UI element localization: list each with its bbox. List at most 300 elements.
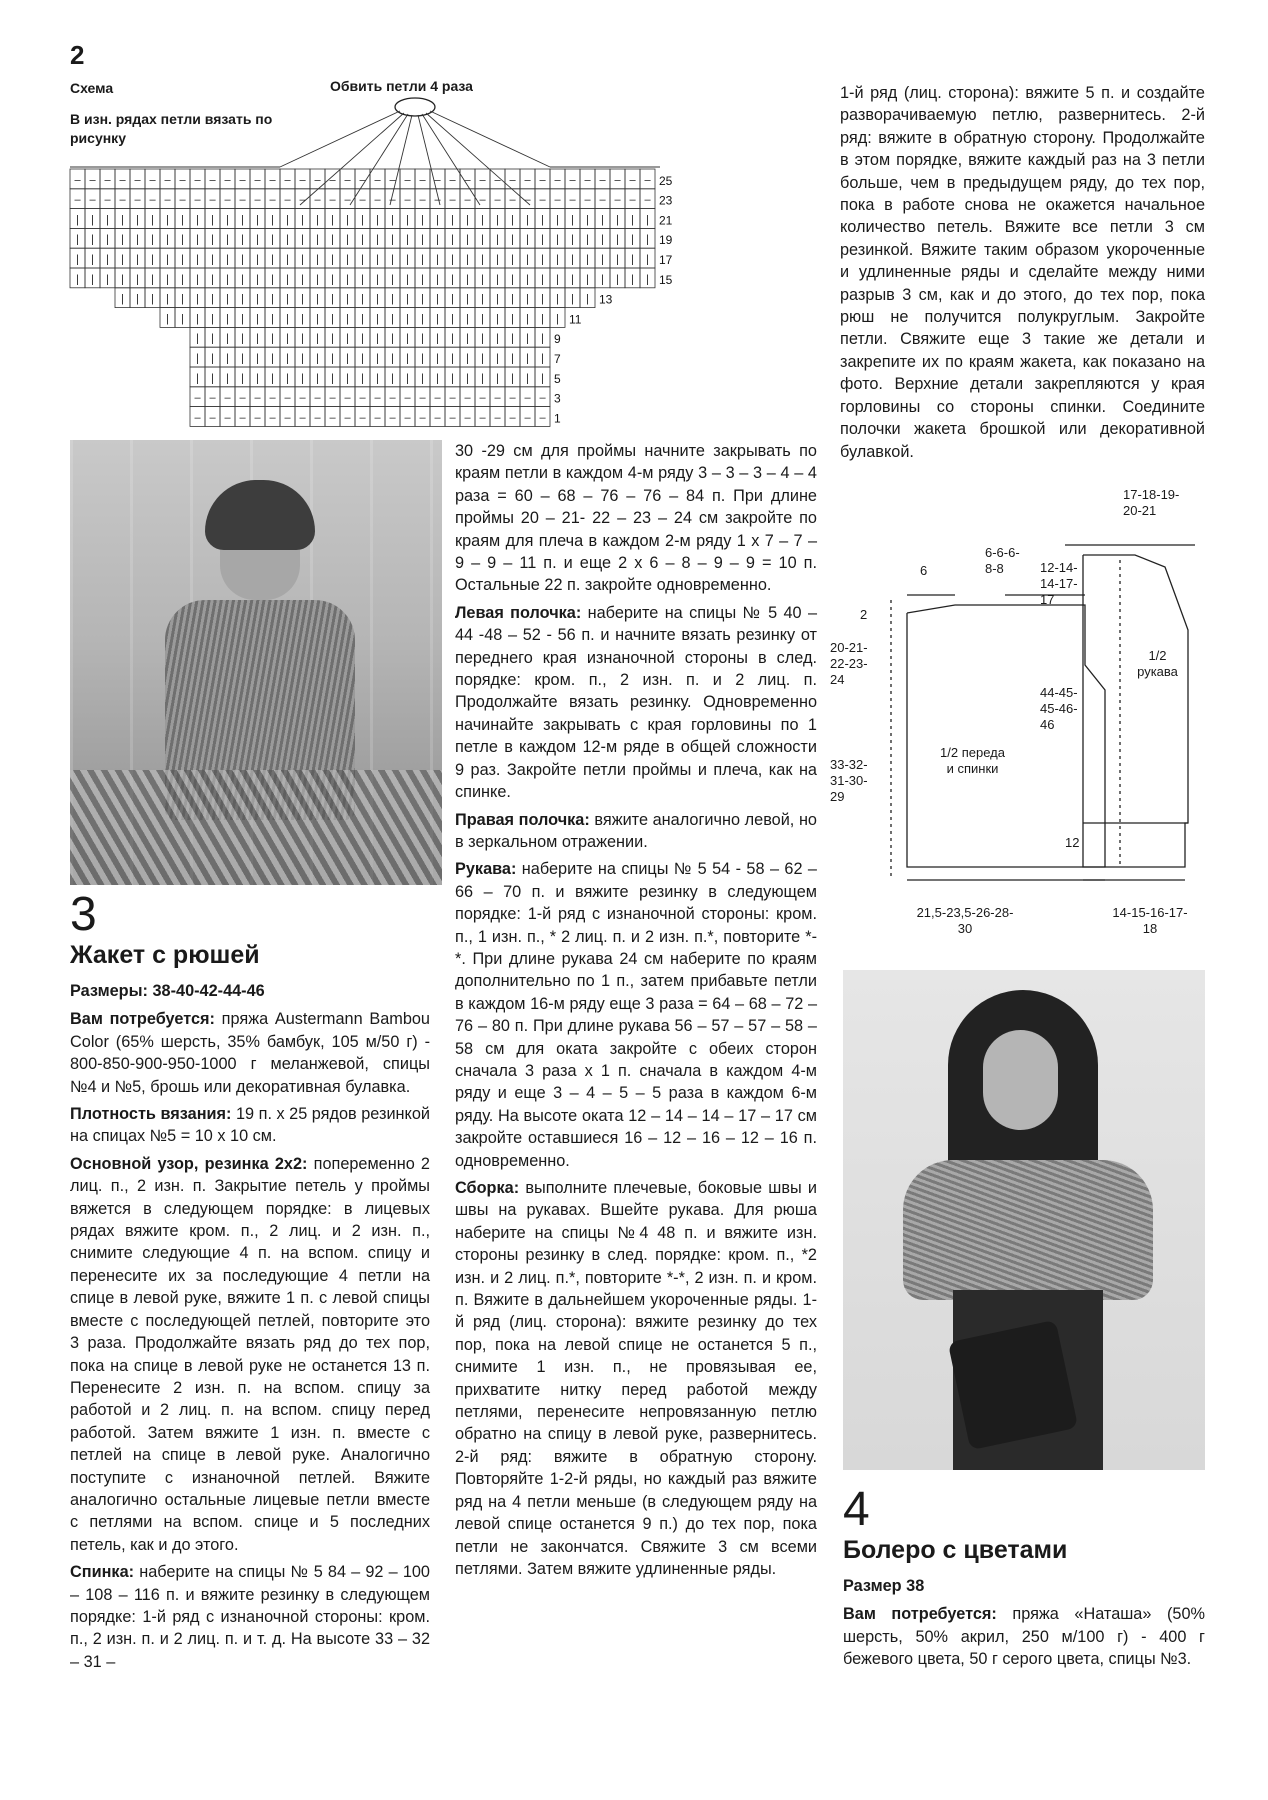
chart-symbol: | — [466, 293, 469, 306]
chart-symbol: | — [496, 253, 499, 266]
chart-symbol: | — [391, 233, 394, 246]
chart-symbol: – — [569, 174, 576, 187]
chart-symbol: | — [526, 293, 529, 306]
chart-symbol: | — [421, 213, 424, 226]
chart-symbol: – — [419, 194, 426, 207]
dim-side-height: 33-32-31-30-29 — [830, 757, 868, 804]
chart-symbol: | — [271, 352, 274, 365]
chart-symbol: | — [451, 293, 454, 306]
chart-row-number: 7 — [554, 352, 561, 367]
chart-title: Схема — [70, 80, 114, 96]
chart-symbol: – — [134, 174, 141, 187]
chart-symbol: – — [269, 194, 276, 207]
chart-symbol: | — [271, 213, 274, 226]
chart-symbol: – — [629, 174, 636, 187]
chart-symbol: | — [481, 213, 484, 226]
chart-symbol: | — [151, 253, 154, 266]
chart-symbol: – — [389, 392, 396, 405]
chart-symbol: | — [196, 312, 199, 325]
chart-symbol: | — [181, 293, 184, 306]
chart-symbol: | — [196, 332, 199, 345]
chart-symbol: – — [284, 174, 291, 187]
chart-symbol: | — [361, 332, 364, 345]
chart-symbol: – — [269, 392, 276, 405]
chart-symbol: | — [196, 253, 199, 266]
chart-symbol: – — [284, 392, 291, 405]
chart-symbol: – — [224, 411, 231, 424]
chart-symbol: – — [494, 174, 501, 187]
dim-top-height: 2 — [860, 607, 868, 622]
chart-row-number: 1 — [554, 411, 561, 426]
chart-symbol: – — [209, 392, 216, 405]
chart-symbol: | — [151, 293, 154, 306]
knitting-chart — [60, 95, 760, 426]
chart-symbol: – — [554, 174, 561, 187]
chart-symbol: | — [481, 293, 484, 306]
chart-symbol: | — [106, 273, 109, 286]
chart-symbol: – — [479, 174, 486, 187]
chart-symbol: – — [149, 174, 156, 187]
chart-symbol: – — [224, 174, 231, 187]
chart-symbol: – — [314, 411, 321, 424]
sleeves — [455, 858, 817, 1172]
chart-symbol: | — [616, 273, 619, 286]
chart-symbol: | — [376, 233, 379, 246]
chart-symbol: | — [286, 273, 289, 286]
chart-row-number: 23 — [659, 193, 673, 208]
sleeves-text: наберите на спицы № 5 54 - 58 – 62 – 66 – 70 п. и вяжите резинку в следующем порядке: 1-й ряд с изнаночной стороны: кром. п., 1 изн. п., * 2 лиц. п. и 2 изн. п.*, повторите *-*. При длине рукава 24 см наберите по краям дополнительно по 1 п., затем прибавьте петли в каждом 16-м ряду еще 3 раза = 64 – 68 – 72 – 76 – 80 п. При длине рукава 56 – 57 – 57 – 58 – 58 см для оката закройте с обеих сторон сначала 3 раза x 1 п. сначала в каждом 4-м ряду и еще 3 – 4 – 5 – 5 раза в каждом 6-м ряду. На высоте оката 12 – 14 – 14 – 17 – 17 см закройте оставшиеся 16 – 12 – 16 – 12 – 16 п. одновременно. — [455, 860, 817, 1170]
chart-symbol: | — [421, 253, 424, 266]
chart-symbol: | — [406, 213, 409, 226]
chart-symbol: | — [226, 273, 229, 286]
chart-symbol: – — [359, 174, 366, 187]
chart-symbol: | — [586, 273, 589, 286]
chart-symbol: | — [106, 253, 109, 266]
chart-symbol: | — [556, 273, 559, 286]
chart-symbol: | — [196, 273, 199, 286]
chart-symbol: | — [466, 372, 469, 385]
chart-symbol: | — [256, 372, 259, 385]
chart-symbol: – — [299, 174, 306, 187]
chart-symbol: | — [376, 332, 379, 345]
chart-symbol: | — [466, 253, 469, 266]
chart-symbol: | — [106, 233, 109, 246]
chart-symbol: | — [526, 213, 529, 226]
chart-symbol: | — [121, 273, 124, 286]
chart-symbol: | — [151, 213, 154, 226]
chart-symbol: | — [436, 233, 439, 246]
chart-symbol: – — [299, 411, 306, 424]
chart-symbol: | — [571, 253, 574, 266]
chart-symbol: – — [284, 194, 291, 207]
chart-symbol: | — [166, 213, 169, 226]
dim-body-width: 21,5-23,5-26-28-30 — [916, 905, 1014, 936]
chart-symbol: | — [541, 253, 544, 266]
column-3 — [840, 82, 1205, 468]
chart-symbol: | — [481, 253, 484, 266]
chart-symbol: – — [494, 194, 501, 207]
chart-symbol: | — [241, 352, 244, 365]
chart-symbol: – — [104, 194, 111, 207]
chart-symbol: – — [524, 392, 531, 405]
chart-symbol: | — [436, 273, 439, 286]
chart-symbol: | — [556, 312, 559, 325]
chart-symbol: | — [496, 372, 499, 385]
chart-symbol: | — [256, 312, 259, 325]
chart-symbol: | — [436, 332, 439, 345]
chart-symbol: – — [239, 174, 246, 187]
chart-symbol: – — [614, 174, 621, 187]
chart-symbol: – — [344, 174, 351, 187]
photo-jacket-model — [70, 440, 442, 885]
chart-symbol: | — [511, 293, 514, 306]
chart-symbol: – — [194, 174, 201, 187]
chart-symbol: | — [511, 352, 514, 365]
chart-symbol: | — [361, 273, 364, 286]
dim-sleeve-cuff: 12 — [1065, 835, 1080, 850]
chart-row-number: 19 — [659, 233, 673, 248]
chart-symbol: | — [181, 253, 184, 266]
chart-symbol: | — [226, 352, 229, 365]
chart-symbol: – — [119, 194, 126, 207]
chart-symbol: | — [496, 273, 499, 286]
chart-symbol: – — [389, 174, 396, 187]
chart-symbol: – — [524, 194, 531, 207]
chart-symbol: – — [389, 194, 396, 207]
chart-symbol: | — [136, 293, 139, 306]
chart-symbol: | — [76, 213, 79, 226]
chart-symbol: | — [121, 213, 124, 226]
chart-symbol: – — [539, 411, 546, 424]
chart-symbol: | — [316, 213, 319, 226]
chart-symbol: | — [391, 273, 394, 286]
chart-symbol: | — [301, 332, 304, 345]
item4-block — [843, 1485, 1205, 1676]
chart-symbol: | — [406, 253, 409, 266]
chart-symbol: | — [601, 273, 604, 286]
chart-symbol: | — [481, 332, 484, 345]
chart-symbol: | — [301, 372, 304, 385]
chart-symbol: | — [271, 372, 274, 385]
chart-symbol: | — [271, 233, 274, 246]
chart-symbol: | — [316, 372, 319, 385]
chart-symbol: – — [74, 174, 81, 187]
chart-symbol: | — [646, 273, 649, 286]
chart-symbol: | — [91, 253, 94, 266]
chart-symbol: – — [239, 411, 246, 424]
chart-symbol: – — [449, 392, 456, 405]
chart-symbol: | — [586, 253, 589, 266]
item3-back-label: Спинка: — [70, 1563, 135, 1582]
chart-symbol: | — [436, 293, 439, 306]
chart-symbol: | — [406, 233, 409, 246]
chart-symbol: | — [406, 332, 409, 345]
chart-symbol: | — [316, 293, 319, 306]
chart-symbol: | — [586, 233, 589, 246]
chart-symbol: | — [496, 312, 499, 325]
chart-symbol: | — [196, 372, 199, 385]
dim-armhole-height: 20-21-22-23-24 — [830, 640, 868, 687]
chart-symbol: – — [434, 194, 441, 207]
chart-symbol: – — [89, 194, 96, 207]
photo-bolero-model — [843, 970, 1205, 1470]
chart-symbol: | — [226, 372, 229, 385]
chart-symbol: | — [646, 233, 649, 246]
chart-symbol: | — [631, 273, 634, 286]
chart-symbol: | — [136, 253, 139, 266]
chart-symbol: | — [646, 253, 649, 266]
chart-symbol: – — [464, 174, 471, 187]
chart-symbol: | — [451, 312, 454, 325]
chart-symbol: | — [256, 352, 259, 365]
chart-symbol: | — [361, 352, 364, 365]
chart-symbol: | — [391, 332, 394, 345]
chart-symbol: | — [181, 273, 184, 286]
chart-symbol: | — [211, 273, 214, 286]
chart-symbol: – — [404, 411, 411, 424]
chart-symbol: – — [344, 392, 351, 405]
chart-symbol: | — [286, 372, 289, 385]
chart-symbol: | — [526, 253, 529, 266]
chart-symbol: | — [211, 253, 214, 266]
chart-symbol: – — [239, 392, 246, 405]
chart-symbol: | — [361, 213, 364, 226]
chart-symbol: | — [421, 352, 424, 365]
chart-symbol: | — [406, 372, 409, 385]
item3-sizes: Размеры: 38-40-42-44-46 — [70, 982, 265, 1000]
chart-symbol: – — [524, 174, 531, 187]
chart-symbol: – — [374, 392, 381, 405]
chart-symbol: | — [526, 372, 529, 385]
chart-symbol: | — [436, 372, 439, 385]
chart-symbol: | — [391, 352, 394, 365]
chart-symbol: | — [541, 352, 544, 365]
chart-symbol: | — [646, 213, 649, 226]
chart-symbol: – — [539, 392, 546, 405]
chart-symbol: | — [331, 372, 334, 385]
chart-symbol: | — [526, 312, 529, 325]
page-number: 2 — [70, 40, 85, 70]
item3-materials — [70, 1008, 430, 1098]
chart-symbol: – — [494, 392, 501, 405]
chart-symbol: | — [631, 233, 634, 246]
chart-symbol: – — [299, 194, 306, 207]
chart-symbol: – — [479, 392, 486, 405]
chart-symbol: | — [256, 332, 259, 345]
chart-symbol: – — [584, 174, 591, 187]
chart-symbol: – — [644, 174, 651, 187]
chart-symbol: | — [316, 233, 319, 246]
chart-symbol: | — [256, 253, 259, 266]
chart-symbol: – — [254, 411, 261, 424]
chart-symbol: | — [256, 213, 259, 226]
chart-symbol: | — [226, 253, 229, 266]
chart-symbol: | — [196, 233, 199, 246]
chart-symbol: | — [226, 213, 229, 226]
chart-symbol: | — [211, 233, 214, 246]
chart-symbol: – — [344, 194, 351, 207]
chart-symbol: – — [494, 411, 501, 424]
chart-symbol: | — [496, 233, 499, 246]
chart-symbol: | — [391, 253, 394, 266]
chart-symbol: – — [434, 411, 441, 424]
chart-symbol: | — [451, 273, 454, 286]
chart-symbol: | — [241, 293, 244, 306]
chart-symbol: | — [286, 233, 289, 246]
chart-symbol: | — [421, 372, 424, 385]
assembly-text: выполните плечевые, боковые швы и швы на рукавах. Вшейте рукава. Для рюша наберите на спицы №4 48 п. и вяжите изн. стороны резинку в след. порядке: кром. п., *2 изн. и 2 лиц. п.*, повторите *-*, 2 изн. п. и кром. п. Вяжите в дальнейшем укороченные ряды. 1-й ряд (лиц. сторона): вяжите резинку до тех пор, пока на левой спице не останется 5 п., снимите 1 изн. п., не провязывая ее, прихватите нитку перед работой между петлями, перенесите непровязанную петлю обратно на спицу в левой руке, развернитесь. 2-й ряд: вяжите в обратную сторону. Повторяйте 1-2-й ряды, но каждый раз вяжите ряд на 4 петли меньше (в следующем ряду на левой спице останется 9 п.) до тех пор, пока петли не закончатся. Свяжите 3 см всеми петлями. Затем вяжите удлиненные ряды. — [455, 1179, 817, 1578]
chart-symbol: | — [241, 273, 244, 286]
chart-row-number: 3 — [554, 391, 561, 406]
chart-symbol: | — [241, 372, 244, 385]
col3-paragraph-1: 1-й ряд (лиц. сторона): вяжите 5 п. и создайте разворачиваемую петлю, развернитесь. 2-й ряд: вяжите в обратную сторону. Продолжайте в этом порядке, вяжите каждый раз на 3 петли больше, чем в предыдущем ряду, до тех пор, пока в работе снова не окажется начальное количество петель. Вяжите все петли 3 см резинкой. Вяжите таким образом укороченные и удлиненные ряды и сделайте между ними разрыв 3 см, как и до этого, до тех пор, пока рюш не получится полукруглым. Закройте петли. Свяжите еще 3 такие же детали и закрепите их по краям жакета, как показано на фото. Верхние детали закрепляются у края горловины со стороны спинки. Соедините полочки жакета брошкой или декоративной булавкой. — [840, 84, 1205, 461]
chart-symbol: | — [226, 312, 229, 325]
chart-symbol: | — [331, 233, 334, 246]
chart-symbol: – — [614, 194, 621, 207]
item3-pattern-text: попеременно 2 лиц. п., 2 изн. п. Закрытие петель у проймы вяжется в следующем порядке: в лицевых рядах вяжите кром. п., 2 лиц. и 2 изн. п., снимите следующие 4 п. на вспом. спицу и перенесите их за последующие 4 петли на спице в левой руке, вяжите 1 п. с левой спицы вместе с последующей петлей, повторите это 3 раза. Продолжайте вязать ряд до тех пор, пока на спице в левой руке не останется 13 п. Перенесите 2 изн. п. на вспом. спицу за работой и 2 лиц. п. на вспом. спицу перед работой. Затем вяжите 1 изн. п. вместе с петлей на спице в левой руке. Аналогично поступите с изнаночной петлей. Вяжите аналогично остальные лицевые петли вместе с петлями на вспом. спице и 5 последних петель, как и до этого. — [70, 1154, 430, 1554]
chart-symbol: | — [241, 233, 244, 246]
chart-symbol: | — [271, 253, 274, 266]
chart-symbol: – — [284, 411, 291, 424]
chart-symbol: | — [76, 253, 79, 266]
chart-symbol: – — [194, 392, 201, 405]
chart-symbol: | — [301, 273, 304, 286]
chart-symbol: | — [406, 293, 409, 306]
chart-symbol: | — [211, 332, 214, 345]
chart-symbol: – — [434, 174, 441, 187]
chart-symbol: | — [271, 293, 274, 306]
chart-symbol: – — [374, 194, 381, 207]
chart-symbol: | — [436, 253, 439, 266]
chart-symbol: – — [569, 194, 576, 207]
chart-symbol: | — [451, 372, 454, 385]
chart-symbol: | — [346, 293, 349, 306]
dim-sleeve-bottom-width: 14-15-16-17-18 — [1112, 905, 1188, 936]
chart-symbol: | — [466, 213, 469, 226]
chart-symbol: | — [241, 213, 244, 226]
chart-symbol: | — [481, 312, 484, 325]
chart-symbol: | — [451, 213, 454, 226]
chart-symbol: | — [331, 253, 334, 266]
chart-symbol: | — [526, 273, 529, 286]
chart-symbol: | — [211, 372, 214, 385]
sleeve-label: 1/2 рукава — [1137, 648, 1178, 679]
chart-symbol: | — [331, 312, 334, 325]
chart-symbol: – — [74, 194, 81, 207]
body-label: 1/2 переда и спинки — [940, 745, 1005, 776]
chart-symbol: – — [254, 392, 261, 405]
chart-symbol: | — [571, 273, 574, 286]
chart-symbol: | — [331, 352, 334, 365]
item3-title: Жакет с рюшей — [70, 941, 260, 969]
chart-symbol: – — [314, 194, 321, 207]
chart-symbol: – — [209, 174, 216, 187]
chart-symbol: | — [616, 213, 619, 226]
dim-sleeve-top-width: 17-18-19-20-21 — [1123, 487, 1180, 518]
chart-row-number: 9 — [554, 332, 561, 347]
chart-symbol: | — [316, 352, 319, 365]
chart-symbol: | — [331, 273, 334, 286]
chart-symbol: | — [181, 312, 184, 325]
chart-symbol: | — [571, 233, 574, 246]
chart-symbol: | — [76, 273, 79, 286]
chart-symbol: – — [149, 194, 156, 207]
chart-symbol: | — [541, 233, 544, 246]
item3-back — [70, 1561, 430, 1673]
chart-symbol: – — [629, 194, 636, 207]
chart-symbol: | — [496, 332, 499, 345]
chart-symbol: | — [196, 213, 199, 226]
chart-symbol: | — [241, 253, 244, 266]
chart-symbol: | — [316, 332, 319, 345]
chart-symbol: – — [599, 194, 606, 207]
chart-symbol: | — [91, 213, 94, 226]
chart-symbol: | — [196, 352, 199, 365]
chart-symbol: | — [376, 352, 379, 365]
chart-symbol: | — [271, 273, 274, 286]
chart-symbol: | — [361, 312, 364, 325]
chart-symbol: | — [346, 213, 349, 226]
chart-row-number: 17 — [659, 253, 673, 268]
chart-symbol: | — [526, 233, 529, 246]
chart-symbol: – — [239, 194, 246, 207]
chart-symbol: | — [406, 352, 409, 365]
chart-symbol: | — [541, 213, 544, 226]
chart-symbol: | — [211, 213, 214, 226]
chart-symbol: | — [91, 233, 94, 246]
dim-sleeve-cap: 12-14-14-17-17 — [1040, 560, 1078, 607]
chart-symbol: | — [556, 293, 559, 306]
chart-symbol: | — [436, 352, 439, 365]
chart-symbol: | — [631, 253, 634, 266]
chart-symbol: – — [464, 194, 471, 207]
chart-symbol: | — [346, 253, 349, 266]
chart-symbol: | — [511, 233, 514, 246]
chart-row-number: 21 — [659, 213, 673, 228]
chart-symbol: | — [316, 253, 319, 266]
chart-symbol: – — [419, 411, 426, 424]
chart-symbol: – — [479, 194, 486, 207]
chart-symbol: | — [301, 233, 304, 246]
chart-symbol: | — [481, 372, 484, 385]
chart-symbol: | — [436, 312, 439, 325]
col2-paragraph-1: 30 -29 см для проймы начните закрывать по краям петли в каждом 4-м ряду 3 – 3 – 3 – 4 – 4 раза = 60 – 68 – 76 – 76 – 84 п. При длине проймы 20 – 21- 22 – 23 – 24 см закройте по краям для плеча в каждом 2-м ряду 1 x 7 – 7 – 9 – 9 – 11 п. и еще 2 x 6 – 8 – 9 – 9 = 10 п. Остальные 22 п. закройте одновременно. — [455, 442, 817, 595]
chart-symbol: | — [301, 213, 304, 226]
chart-symbol: | — [316, 273, 319, 286]
chart-symbol: | — [226, 332, 229, 345]
chart-symbol: – — [404, 392, 411, 405]
chart-symbol: | — [361, 233, 364, 246]
chart-symbol: | — [361, 253, 364, 266]
chart-symbol: | — [361, 293, 364, 306]
chart-symbol: | — [181, 213, 184, 226]
item3-density-text: 19 п. x 25 рядов резинкой на спицах №5 = 10 x 10 см. — [70, 1105, 430, 1146]
chart-symbol: | — [241, 332, 244, 345]
item3-density — [70, 1103, 430, 1148]
chart-symbol: | — [346, 233, 349, 246]
chart-symbol: | — [76, 233, 79, 246]
chart-symbol: | — [391, 312, 394, 325]
chart-symbol: | — [421, 332, 424, 345]
chart-symbol: – — [374, 174, 381, 187]
item4-size: Размер 38 — [843, 1577, 925, 1595]
chart-symbol: – — [134, 194, 141, 207]
chart-symbol: – — [539, 174, 546, 187]
chart-symbol: – — [209, 194, 216, 207]
chart-symbol: | — [571, 293, 574, 306]
chart-symbol: | — [571, 213, 574, 226]
chart-symbol: – — [164, 194, 171, 207]
